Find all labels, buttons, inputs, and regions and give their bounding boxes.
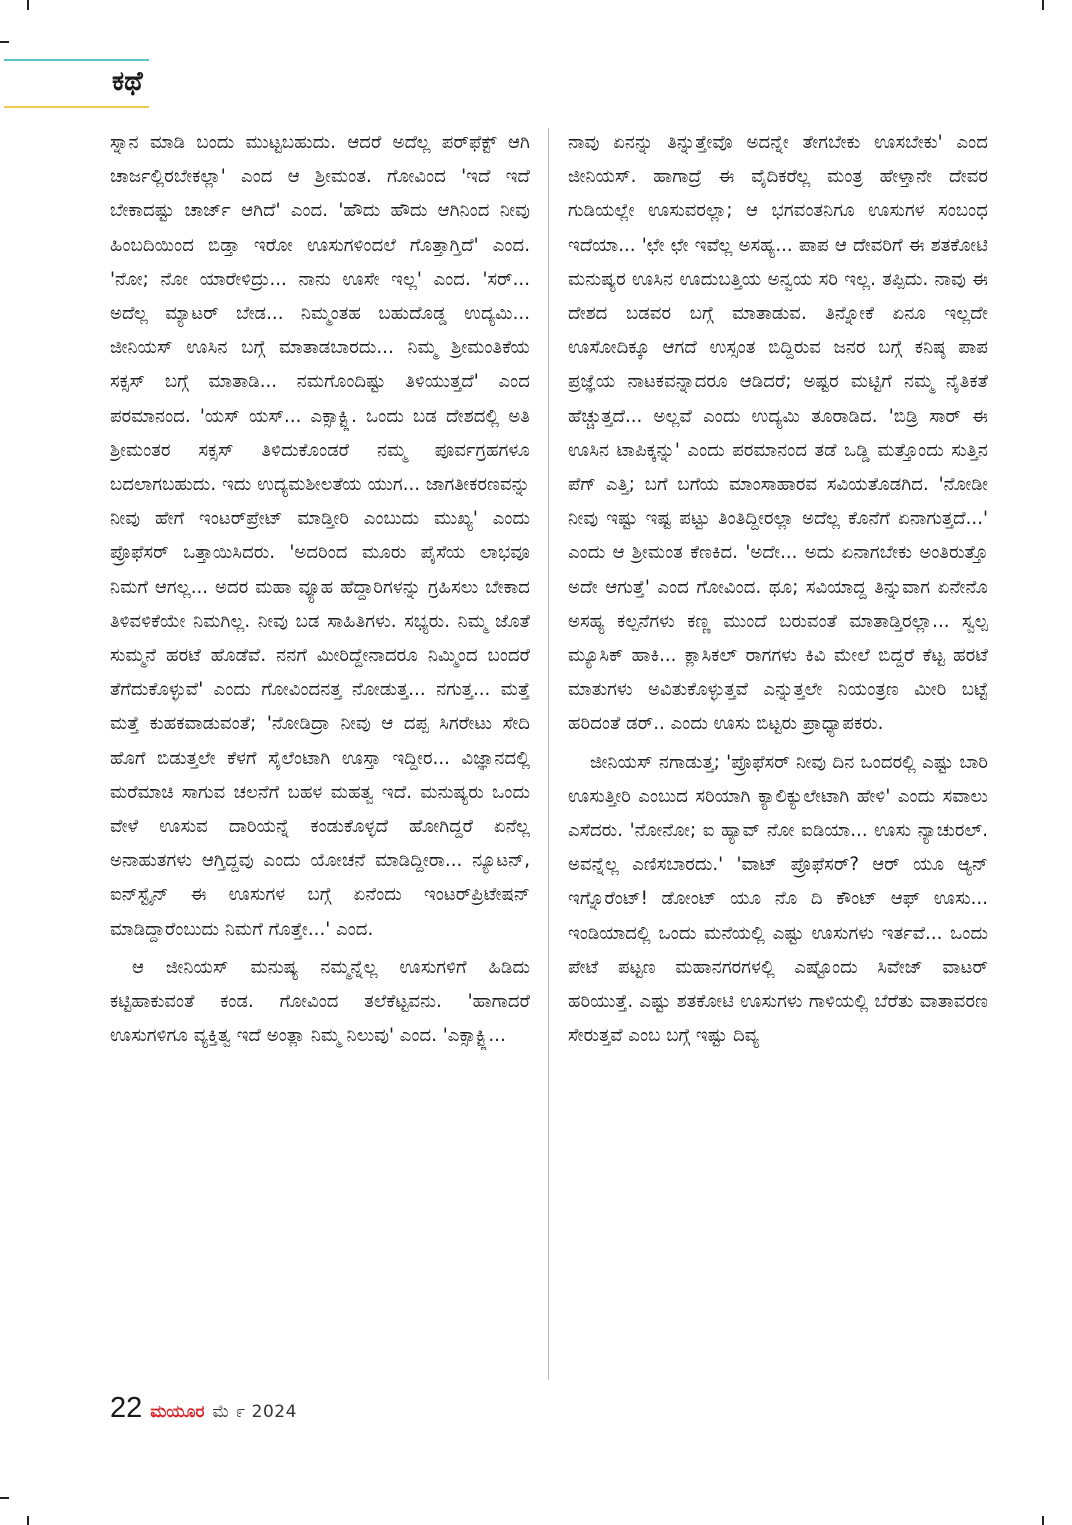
section-rule-top [4,59,149,61]
page-footer [110,1392,297,1428]
crop-mark-top-left [27,0,29,10]
page-number: 22 [110,1392,143,1424]
magazine-logo: ಮಯೂರ [150,1402,205,1422]
crop-mark-top-right [1042,0,1044,10]
crop-mark-left-upper [0,41,9,43]
section-rule-bottom [4,106,149,108]
crop-mark-left-lower [0,1497,9,1499]
crop-mark-bottom-left [27,1516,29,1525]
issue-date: ಮೆ ೯ 2024 [212,1402,297,1422]
article-paragraph: ಜೀನಿಯಸ್ ನಗಾಡುತ್ತ; 'ಪ್ರೊಫೆಸರ್ ನೀವು ದಿನ ಒಂದರಲ್ಲಿ ಎಷ್ಟು ಬಾರಿ ಊಸುತ್ತೀರಿ ಎಂಬುದ ಸರಿಯಾಗಿ ಕ್ಯಾಲಿಕ್ಯುಲೇಟಾಗಿ ಹೇಳಿ' ಎಂದು ಸವಾಲು ಎಸೆದರು. 'ನೋನೋ; ಐ ಹ್ಯಾವ್ ನೋ ಐಡಿಯಾ... ಊಸು ನ್ಯಾಚುರಲ್. ಅವನ್ನೆಲ್ಲ ಎಣಿಸಬಾರದು.' 'ವಾಟ್ ಪ್ರೊಫೆಸರ್? ಆರ್ ಯೂ ಆ್ಯನ್ ಇಗ್ನೊರೆಂಟ್! ಡೋಂಟ್ ಯೂ ನೊ ದಿ ಕೌಂಟ್ ಆಫ್ ಊಸು... ಇಂಡಿಯಾದಲ್ಲಿ ಒಂದು ಮನೆಯಲ್ಲಿ ಎಷ್ಟು ಊಸುಗಳು ಇರ್ತವೆ... ಒಂದು ಪೇಟೆ ಪಟ್ಟಣ ಮಹಾನಗರಗಳಲ್ಲಿ ಎಷ್ಟೊಂದು ಸಿವೇಜ್ ವಾಟರ್ ಹರಿಯುತ್ತೆ. ಎಷ್ಟು ಶತಕೋಟಿ ಊಸುಗಳು ಗಾಳಿಯಲ್ಲಿ ಬೆರೆತು ವಾತಾವರಣ ಸೇರುತ್ತವೆ ಎಂಬ ಬಗ್ಗೆ ಇಷ್ಟು ದಿವ್ಯ [568,751,988,1047]
column-divider [548,128,549,1380]
article-paragraph: ಸ್ನಾನ ಮಾಡಿ ಬಂದು ಮುಟ್ಟಬಹುದು. ಆದರೆ ಅದೆಲ್ಲ ಪರ್‌ಫೆಕ್ಟ್ ಆಗಿ ಚಾರ್ಜಲ್ಲಿರಬೇಕಲ್ಲಾ' ಎಂದ ಆ ಶ್ರೀಮಂತ. ಗೋವಿಂದ 'ಇದೆ ಇದೆ ಬೇಕಾದಷ್ಟು ಚಾರ್ಜ್ ಆಗಿದೆ' ಎಂದ. 'ಹೌದು ಹೌದು ಆಗಿನಿಂದ ನೀವು ಹಿಂಬದಿಯಿಂದ ಬಿಡ್ತಾ ಇರೋ ಊಸುಗಳಿಂದಲೆ ಗೊತ್ತಾಗ್ತಿದೆ' ಎಂದ. 'ನೋ; ನೋ ಯಾರೇಳಿದ್ರು... ನಾನು ಊಸೇ ಇಲ್ಲ' ಎಂದ. 'ಸರ್... ಅದೆಲ್ಲ ಮ್ಯಾಟರ್ ಬೇಡ... ನಿಮ್ಮಂತಹ ಬಹುದೊಡ್ಡ ಉದ್ಯಮಿ... ಜೀನಿಯಸ್ ಊಸಿನ ಬಗ್ಗೆ ಮಾತಾಡಬಾರದು... ನಿಮ್ಮ ಶ್ರೀಮಂತಿಕೆಯ ಸಕ್ಸಸ್ ಬಗ್ಗೆ ಮಾತಾಡಿ... ನಮಗೊಂದಿಷ್ಟು ತಿಳಿಯುತ್ತದೆ' ಎಂದ ಪರಮಾನಂದ. 'ಯಸ್ ಯಸ್... ಎಕ್ಸಾಕ್ಟ್ಲಿ. ಒಂದು ಬಡ ದೇಶದಲ್ಲಿ ಅತಿ ಶ್ರೀಮಂತರ ಸಕ್ಸಸ್ ತಿಳಿದುಕೊಂಡರೆ ನಮ್ಮ ಪೂರ್ವಗ್ರಹಗಳೂ ಬದಲಾಗಬಹುದು. ಇದು ಉದ್ಯಮಶೀಲತೆಯ ಯುಗ... ಜಾಗತೀಕರಣವನ್ನು ನೀವು ಹೇಗೆ ಇಂಟರ್‌ಪ್ರೇಟ್ ಮಾಡ್ತೀರಿ ಎಂಬುದು ಮುಖ್ಯ' ಎಂದು ಪ್ರೊಫೆಸರ್ ಒತ್ತಾಯಿಸಿದರು. 'ಅದರಿಂದ ಮೂರು ಪೈಸೆಯ ಲಾಭವೂ ನಿಮಗೆ ಆಗಲ್ಲ... ಅದರ ಮಹಾ ವ್ಯೂಹ ಹೆದ್ದಾರಿಗಳನ್ನು ಗ್ರಹಿಸಲು ಬೇಕಾದ ತಿಳಿವಳಿಕೆಯೇ ನಿಮಗಿಲ್ಲ. ನೀವು ಬಡ ಸಾಹಿತಿಗಳು. ಸಭ್ಯರು. ನಿಮ್ಮ ಜೊತೆ ಸುಮ್ಮನೆ ಹರಟೆ ಹೊಡೆವೆ. ನನಗೆ ಮೀರಿದ್ದೇನಾದರೂ ನಿಮ್ಮಿಂದ ಬಂದರೆ ತೆಗೆದುಕೊಳ್ಳುವೆ' ಎಂದು ಗೋವಿಂದನತ್ತ ನೋಡುತ್ತ... ನಗುತ್ತ... ಮತ್ತೆ ಮತ್ತೆ ಕುಹಕವಾಡುವಂತೆ; 'ನೋಡಿದ್ರಾ ನೀವು ಆ ದಪ್ಪ ಸಿಗರೇಟು ಸೇದಿ ಹೊಗೆ ಬಿಡುತ್ತಲೇ ಕೆಳಗೆ ಸೈಲೆಂಟಾಗಿ ಊಸ್ತಾ ಇದ್ದೀರ... ವಿಜ್ಞಾನದಲ್ಲಿ ಮರೆಮಾಚಿ ಸಾಗುವ ಚಲನೆಗೆ ಬಹಳ ಮಹತ್ವ ಇದೆ. ಮನುಷ್ಯರು ಒಂದು ವೇಳೆ ಊಸುವ ದಾರಿಯನ್ನೆ ಕಂಡುಕೊಳ್ಳದೆ ಹೋಗಿದ್ದರೆ ಏನೆಲ್ಲ ಅನಾಹುತಗಳು ಆಗ್ತಿದ್ದವು ಎಂದು ಯೋಚನೆ ಮಾಡಿದ್ದೀರಾ... ನ್ಯೂಟನ್, ಐನ್‌ಸ್ಟೈನ್ ಈ ಊಸುಗಳ ಬಗ್ಗೆ ಏನೆಂದು ಇಂಟರ್‌ಪ್ರಿಟೇಷನ್ ಮಾಡಿದ್ದಾರೆಂಬುದು ನಿಮಗೆ ಗೊತ್ತೇ...' ಎಂದ. [110,132,530,940]
article-paragraph: ನಾವು ಏನನ್ನು ತಿನ್ನುತ್ತೇವೊ ಅದನ್ನೇ ತೇಗಬೇಕು ಊಸಬೇಕು' ಎಂದ ಜೀನಿಯಸ್. ಹಾಗಾದ್ರೆ ಈ ವೈದಿಕರೆಲ್ಲ ಮಂತ್ರ ಹೇಳ್ತಾನೇ ದೇವರ ಗುಡಿಯಲ್ಲೇ ಊಸುವರಲ್ಲಾ; ಆ ಭಗವಂತನಿಗೂ ಊಸುಗಳ ಸಂಬಂಧ ಇದೆಯಾ... 'ಛೇ ಛೇ ಇವೆಲ್ಲ ಅಸಹ್ಯ... ಪಾಪ ಆ ದೇವರಿಗೆ ಈ ಶತಕೋಟಿ ಮನುಷ್ಯರ ಊಸಿನ ಊದುಬತ್ತಿಯ ಅನ್ವಯ ಸರಿ ಇಲ್ಲ. ತಪ್ಪಿದು. ನಾವು ಈ ದೇಶದ ಬಡವರ ಬಗ್ಗೆ ಮಾತಾಡುವ. ತಿನ್ನೋಕೆ ಏನೂ ಇಲ್ಲದೇ ಊಸೋದಿಕ್ಕೂ ಆಗದೆ ಉಸ್ಸಂತ ಬಿದ್ದಿರುವ ಜನರ ಬಗ್ಗೆ ಕನಿಷ್ಠ ಪಾಪ ಪ್ರಜ್ಞೆಯ ನಾಟಕವನ್ನಾದರೂ ಆಡಿದರೆ; ಅಷ್ಟರ ಮಟ್ಟಿಗೆ ನಮ್ಮ ನೈತಿಕತೆ ಹೆಚ್ಚುತ್ತದೆ... ಅಲ್ಲವೆ ಎಂದು ಉದ್ಯಮಿ ತೂರಾಡಿದ. 'ಬಿಡ್ರಿ ಸಾರ್ ಈ ಊಸಿನ ಟಾಪಿಕ್ಕನ್ನು' ಎಂದು ಪರಮಾನಂದ ತಡೆ ಒಡ್ಡಿ ಮತ್ತೊಂದು ಸುತ್ತಿನ ಪೆಗ್ ಎತ್ತಿ; ಬಗೆ ಬಗೆಯ ಮಾಂಸಾಹಾರವ ಸವಿಯತೊಡಗಿದ. 'ನೋಡೀ ನೀವು ಇಷ್ಟು ಇಷ್ಟ ಪಟ್ಟು ತಿಂತಿದ್ದೀರಲ್ಲಾ ಅದೆಲ್ಲ ಕೊನೆಗೆ ಏನಾಗುತ್ತದೆ...' ಎಂದು ಆ ಶ್ರೀಮಂತ ಕೆಣಕಿದ. 'ಅದೇ... ಅದು ಏನಾಗಬೇಕು ಅಂತಿರುತ್ತೊ ಅದೇ ಆಗುತ್ತೆ' ಎಂದ ಗೋವಿಂದ. ಥೂ; ಸವಿಯಾದ್ದ ತಿನ್ನುವಾಗ ಏನೇನೊ ಅಸಹ್ಯ ಕಲ್ಪನೆಗಳು ಕಣ್ಣ ಮುಂದೆ ಬರುವಂತೆ ಮಾತಾಡ್ತಿರಲ್ಲಾ... ಸ್ವಲ್ಪ ಮ್ಯೂಸಿಕ್ ಹಾಕಿ... ಕ್ಲಾಸಿಕಲ್ ರಾಗಗಳು ಕಿವಿ ಮೇಲೆ ಬಿದ್ದರೆ ಕೆಟ್ಟ ಹರಟೆ ಮಾತುಗಳು ಅವಿತುಕೊಳ್ಳುತ್ತವೆ ಎನ್ನುತ್ತಲೇ ನಿಯಂತ್ರಣ ಮೀರಿ ಬಟ್ಟೆ ಹರಿದಂತೆ ಡರ್.. ಎಂದು ಊಸು ಬಿಟ್ಟರು ಪ್ರಾಧ್ಯಾಪಕರು. [568,132,988,735]
article-column-right [568,126,988,1381]
crop-mark-bottom-right [1042,1516,1044,1525]
article-paragraph: ಆ ಜೀನಿಯಸ್ ಮನುಷ್ಯ ನಮ್ಮನ್ನೆಲ್ಲ ಊಸುಗಳಿಗೆ ಹಿಡಿದು ಕಟ್ಟಿಹಾಕುವಂತೆ ಕಂಡ. ಗೋವಿಂದ ತಲೆಕೆಟ್ಟವನು. 'ಹಾಗಾದರೆ ಊಸುಗಳಿಗೂ ವ್ಯಕ್ತಿತ್ವ ಇದೆ ಅಂತ್ಲಾ ನಿಮ್ಮ ನಿಲುವು' ಎಂದ. 'ಎಕ್ಸಾಕ್ಟ್ಲಿ... [110,956,530,1047]
section-label: ಕಥೆ [112,66,143,97]
article-column-left [110,126,530,1381]
